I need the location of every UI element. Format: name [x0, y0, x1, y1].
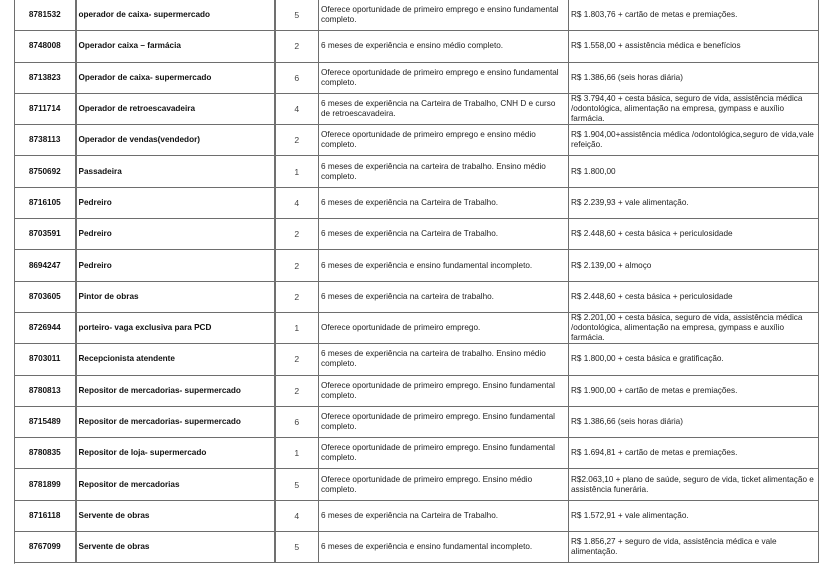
requirements-cell	[319, 438, 569, 469]
table-row	[15, 93, 819, 124]
requirements-cell	[319, 500, 569, 531]
code-cell	[15, 532, 76, 563]
job-requirements: 6 meses de experiência na carteira de trabalho.	[321, 291, 494, 301]
salary-cell	[569, 187, 819, 218]
job-title: Pedreiro	[78, 260, 112, 270]
salary-cell	[569, 31, 819, 62]
table-row	[15, 532, 819, 563]
requirements-cell	[319, 156, 569, 187]
code-cell	[15, 469, 76, 500]
quantity-cell	[275, 62, 319, 93]
salary-cell	[569, 344, 819, 375]
job-title: Servente de obras	[78, 510, 150, 520]
code-cell	[15, 31, 76, 62]
salary-cell	[569, 93, 819, 124]
job-salary: R$ 2.448,60 + cesta básica + periculosidade	[571, 291, 733, 301]
job-code: 8716105	[28, 197, 61, 207]
table-row	[15, 62, 819, 93]
requirements-cell	[319, 375, 569, 406]
title-cell	[76, 0, 275, 31]
code-cell	[15, 0, 76, 31]
job-salary: R$ 1.856,27 + seguro de vida, assistência médica e vale alimentação.	[571, 537, 777, 557]
job-salary: R$ 3.794,40 + cesta básica, seguro de vida, assistência médica /odontológica, alimentação na empresa, gympass e auxílio farmácia.	[571, 94, 803, 124]
requirements-cell	[319, 250, 569, 281]
code-cell	[15, 344, 76, 375]
requirements-cell	[319, 93, 569, 124]
salary-cell	[569, 375, 819, 406]
job-title: Repositor de mercadorias	[78, 479, 180, 489]
job-code: 8780835	[28, 448, 61, 458]
salary-cell	[569, 281, 819, 312]
vacancy-count: 4	[294, 104, 300, 115]
vacancy-count: 1	[294, 323, 300, 334]
job-salary: R$ 1.800,00 + cesta básica e gratificação.	[571, 354, 724, 364]
title-cell	[76, 125, 275, 156]
job-salary: R$ 2.201,00 + cesta básica, seguro de vida, assistência médica /odontológica, alimentação na empresa, gympass e auxílio farmácia.	[571, 313, 803, 343]
job-requirements: Oferece oportunidade de primeiro emprego e ensino fundamental completo.	[321, 67, 559, 87]
job-requirements: Oferece oportunidade de primeiro emprego e ensino médio completo.	[321, 130, 536, 150]
requirements-cell	[319, 406, 569, 437]
job-code: 8738113	[29, 135, 61, 145]
job-code: 8715489	[28, 417, 61, 426]
job-title: Repositor de mercadorias- supermercado	[78, 385, 241, 395]
quantity-cell	[275, 281, 319, 312]
job-requirements: Oferece oportunidade de primeiro emprego. Ensino fundamental completo.	[321, 412, 555, 431]
job-title: Pintor de obras	[78, 291, 139, 301]
requirements-cell	[319, 469, 569, 500]
salary-cell	[569, 500, 819, 531]
job-requirements: Oferece oportunidade de primeiro emprego.	[321, 323, 481, 333]
job-requirements: 6 meses de experiência e ensino fundamental incompleto.	[321, 260, 533, 270]
job-code: 8767099	[28, 542, 61, 552]
title-cell	[76, 62, 275, 93]
title-cell	[76, 406, 275, 437]
code-cell	[15, 62, 76, 93]
job-title: Operador caixa – farmácia	[78, 41, 181, 51]
table-row	[15, 156, 819, 187]
table-row	[15, 312, 819, 343]
requirements-cell	[319, 187, 569, 218]
table-row	[15, 438, 819, 469]
vacancy-count: 2	[294, 260, 300, 271]
job-title: Passadeira	[78, 166, 122, 176]
code-cell	[15, 281, 76, 312]
title-cell	[76, 93, 275, 124]
salary-cell	[569, 62, 819, 93]
code-cell	[15, 187, 76, 218]
title-cell	[76, 344, 275, 375]
job-title: Recepcionista atendente	[78, 354, 175, 364]
code-cell	[15, 312, 76, 343]
title-cell	[76, 532, 275, 563]
job-vacancies-table	[14, 0, 819, 563]
job-salary: R$ 1.904,00+assistência médica /odontológica,seguro de vida,vale refeição.	[571, 130, 814, 150]
job-requirements: 6 meses de experiência e ensino médio completo.	[321, 41, 504, 51]
vacancy-count: 1	[294, 448, 300, 459]
code-cell	[15, 500, 76, 531]
job-requirements: 6 meses de experiência na Carteira de Trabalho.	[321, 229, 499, 239]
job-requirements: Oferece oportunidade de primeiro emprego. Ensino fundamental completo.	[321, 380, 555, 400]
code-cell	[15, 93, 76, 124]
job-requirements: Oferece oportunidade de primeiro emprego. Ensino médio completo.	[321, 474, 533, 494]
quantity-cell	[275, 312, 319, 343]
requirements-cell	[319, 0, 569, 31]
job-title: Pedreiro	[78, 229, 112, 239]
vacancy-count: 2	[294, 229, 300, 240]
job-code: 8748008	[28, 41, 61, 51]
job-code: 8694247	[28, 260, 61, 270]
salary-cell	[569, 469, 819, 500]
title-cell	[76, 500, 275, 531]
table-row	[15, 250, 819, 281]
salary-cell	[569, 312, 819, 343]
table-row	[15, 219, 819, 250]
job-code: 8711714	[29, 104, 61, 114]
table-row	[15, 125, 819, 156]
title-cell	[76, 187, 275, 218]
title-cell	[76, 312, 275, 343]
quantity-cell	[275, 344, 319, 375]
job-requirements: 6 meses de experiência na carteira de trabalho. Ensino médio completo.	[321, 349, 546, 369]
job-title: porteiro- vaga exclusiva para PCD	[78, 323, 212, 333]
job-salary: R$ 1.558,00 + assistência médica e benefícios	[571, 41, 741, 51]
salary-cell	[569, 532, 819, 563]
job-title: Servente de obras	[78, 542, 150, 552]
table-row	[15, 406, 819, 437]
job-title: Repositor de mercadorias- supermercado	[78, 417, 241, 426]
table-row	[15, 187, 819, 218]
job-salary: R$ 2.239,93 + vale alimentação.	[571, 197, 689, 207]
code-cell	[15, 125, 76, 156]
salary-cell	[569, 406, 819, 437]
quantity-cell	[275, 250, 319, 281]
vacancy-count: 2	[294, 41, 300, 52]
table-row	[15, 344, 819, 375]
job-requirements: 6 meses de experiência na Carteira de Trabalho, CNH D e curso de retroescavadeira.	[321, 99, 556, 119]
vacancy-count: 2	[294, 385, 300, 396]
table-row	[15, 0, 819, 31]
vacancy-count: 5	[294, 479, 300, 490]
job-salary: R$ 1.386,66 (seis horas diária)	[571, 72, 683, 82]
quantity-cell	[275, 438, 319, 469]
quantity-cell	[275, 93, 319, 124]
job-salary: R$2.063,10 + plano de saúde, seguro de vida, ticket alimentação e assistência funerária.	[571, 474, 814, 494]
salary-cell	[569, 0, 819, 31]
job-title: Operador de vendas(vendedor)	[78, 135, 200, 145]
title-cell	[76, 281, 275, 312]
code-cell	[15, 156, 76, 187]
requirements-cell	[319, 532, 569, 563]
job-code: 8713823	[28, 72, 61, 82]
table-row	[15, 469, 819, 500]
title-cell	[76, 438, 275, 469]
vacancy-count: 6	[294, 417, 300, 427]
job-code: 8703011	[29, 354, 61, 364]
table-row	[15, 281, 819, 312]
job-title: operador de caixa- supermercado	[78, 10, 211, 20]
quantity-cell	[275, 219, 319, 250]
job-requirements: 6 meses de experiência e ensino fundamental incompleto.	[321, 542, 533, 552]
vacancy-count: 4	[294, 197, 300, 208]
salary-cell	[569, 156, 819, 187]
requirements-cell	[319, 219, 569, 250]
requirements-cell	[319, 281, 569, 312]
job-title: Repositor de loja- supermercado	[78, 448, 207, 458]
job-salary: R$ 2.448,60 + cesta básica + periculosidade	[571, 229, 733, 239]
title-cell	[76, 469, 275, 500]
job-requirements: Oferece oportunidade de primeiro emprego. Ensino fundamental completo.	[321, 443, 555, 463]
job-requirements: 6 meses de experiência na Carteira de Trabalho.	[321, 197, 499, 207]
job-salary: R$ 2.139,00 + almoço	[571, 260, 652, 270]
job-code: 8750692	[28, 166, 61, 176]
code-cell	[15, 219, 76, 250]
title-cell	[76, 375, 275, 406]
requirements-cell	[319, 344, 569, 375]
job-salary: R$ 1.803,76 + cartão de metas e premiações.	[571, 10, 738, 20]
vacancy-count: 1	[294, 166, 300, 177]
job-requirements: Oferece oportunidade de primeiro emprego e ensino fundamental completo.	[321, 5, 559, 25]
job-salary: R$ 1.386,66 (seis horas diária)	[571, 417, 683, 426]
job-code: 8726944	[28, 323, 61, 333]
job-code: 8780813	[28, 385, 61, 395]
requirements-cell	[319, 31, 569, 62]
quantity-cell	[275, 156, 319, 187]
vacancy-count: 4	[294, 510, 300, 521]
requirements-cell	[319, 312, 569, 343]
quantity-cell	[275, 31, 319, 62]
job-title: Operador de caixa- supermercado	[78, 72, 212, 82]
title-cell	[76, 219, 275, 250]
quantity-cell	[275, 187, 319, 218]
job-salary: R$ 1.900,00 + cartão de metas e premiações.	[571, 385, 738, 395]
vacancy-count: 6	[294, 72, 300, 83]
quantity-cell	[275, 469, 319, 500]
code-cell	[15, 375, 76, 406]
job-salary: R$ 1.800,00	[571, 166, 616, 176]
job-salary: R$ 1.694,81 + cartão de metas e premiações.	[571, 448, 738, 458]
quantity-cell	[275, 125, 319, 156]
code-cell	[15, 250, 76, 281]
table-row	[15, 375, 819, 406]
code-cell	[15, 438, 76, 469]
requirements-cell	[319, 62, 569, 93]
job-requirements: 6 meses de experiência na Carteira de Trabalho.	[321, 510, 499, 520]
job-salary: R$ 1.572,91 + vale alimentação.	[571, 510, 689, 520]
requirements-cell	[319, 125, 569, 156]
salary-cell	[569, 438, 819, 469]
table-row	[15, 500, 819, 531]
code-cell	[15, 406, 76, 437]
title-cell	[76, 156, 275, 187]
quantity-cell	[275, 500, 319, 531]
job-requirements: 6 meses de experiência na carteira de trabalho. Ensino médio completo.	[321, 161, 546, 181]
job-code: 8703591	[28, 229, 61, 239]
quantity-cell	[275, 0, 319, 31]
salary-cell	[569, 219, 819, 250]
vacancy-count: 5	[294, 10, 300, 21]
quantity-cell	[275, 406, 319, 437]
job-code: 8781532	[28, 10, 61, 20]
title-cell	[76, 31, 275, 62]
job-code: 8703605	[28, 291, 61, 301]
job-code: 8716118	[29, 510, 61, 520]
vacancy-count: 2	[294, 354, 300, 365]
title-cell	[76, 250, 275, 281]
job-title: Operador de retroescavadeira	[78, 104, 195, 114]
salary-cell	[569, 125, 819, 156]
vacancy-count: 2	[294, 135, 300, 146]
quantity-cell	[275, 375, 319, 406]
job-title: Pedreiro	[78, 197, 112, 207]
salary-cell	[569, 250, 819, 281]
vacancy-count: 5	[294, 542, 300, 553]
table-row	[15, 31, 819, 62]
vacancy-count: 2	[294, 291, 300, 302]
job-code: 8781899	[28, 479, 61, 489]
quantity-cell	[275, 532, 319, 563]
